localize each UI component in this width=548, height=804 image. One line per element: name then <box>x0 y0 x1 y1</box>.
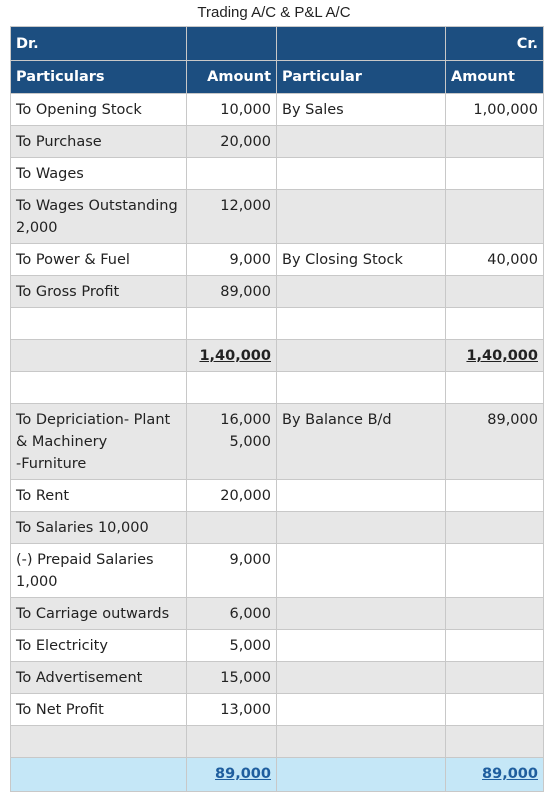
cell-amount-cr[interactable] <box>446 662 544 694</box>
cell-particulars-dr[interactable]: To Rent <box>11 480 187 512</box>
cell-amount-dr[interactable]: 10,000 <box>187 94 277 126</box>
column-header-amount-dr: Amount <box>187 61 277 94</box>
cell-particulars-cr[interactable]: By Balance B/d <box>277 404 446 480</box>
cell-amount-cr[interactable] <box>446 598 544 630</box>
table-row <box>11 404 544 480</box>
cell-particulars-dr[interactable]: To Wages Outstanding 2,000 <box>11 190 187 244</box>
cell-amount-dr[interactable]: 15,000 <box>187 662 277 694</box>
pl-total-row <box>11 758 544 792</box>
cell-amount-dr[interactable] <box>187 512 277 544</box>
cell-amount-cr[interactable] <box>446 276 544 308</box>
table-row <box>11 190 544 244</box>
cell-amount-dr[interactable]: 16,000 5,000 <box>187 404 277 480</box>
cell-amount-cr[interactable]: 89,000 <box>446 404 544 480</box>
table-row <box>11 512 544 544</box>
cell-particulars-dr[interactable]: To Wages <box>11 158 187 190</box>
pl-total-dr: 89,000 <box>215 766 271 782</box>
cell-amount-cr[interactable] <box>446 372 544 404</box>
trading-total-cr: 1,40,000 <box>466 348 538 364</box>
cell-amount-cr[interactable]: 1,00,000 <box>446 94 544 126</box>
cell-particulars-dr[interactable]: To Power & Fuel <box>11 244 187 276</box>
table-row <box>11 244 544 276</box>
cell-particulars-cr[interactable]: By Closing Stock <box>277 244 446 276</box>
table-row <box>11 480 544 512</box>
cell-amount-dr[interactable]: 5,000 <box>187 630 277 662</box>
cell-particulars-dr[interactable]: To Advertisement <box>11 662 187 694</box>
cell-particulars-dr[interactable]: To Salaries 10,000 <box>11 512 187 544</box>
column-header-particulars: Particulars <box>11 61 187 94</box>
cell-amount-dr[interactable]: 12,000 <box>187 190 277 244</box>
column-header-amount-cr: Amount <box>446 61 544 94</box>
table-row <box>11 94 544 126</box>
cell-particulars-dr[interactable] <box>11 372 187 404</box>
cell-particulars-cr[interactable] <box>277 126 446 158</box>
cell-amount-cr[interactable] <box>446 544 544 598</box>
cell-amount-cr[interactable] <box>446 694 544 726</box>
cell-particulars-dr[interactable] <box>11 726 187 758</box>
table-row <box>11 694 544 726</box>
cell-amount-dr[interactable] <box>187 372 277 404</box>
table-row <box>11 544 544 598</box>
cell-particulars-cr[interactable] <box>277 158 446 190</box>
cell-particulars-cr[interactable] <box>277 544 446 598</box>
cell-amount-dr[interactable]: 89,000 <box>187 276 277 308</box>
cell-amount-cr[interactable] <box>446 480 544 512</box>
cell-amount-cr[interactable] <box>446 308 544 340</box>
cell-particulars-cr[interactable] <box>277 694 446 726</box>
sheet-title: Trading A/C & P&L A/C <box>197 4 351 21</box>
cell-particulars-dr[interactable]: To Net Profit <box>11 694 187 726</box>
cell-particulars-dr[interactable]: To Purchase <box>11 126 187 158</box>
cell-amount-dr[interactable]: 13,000 <box>187 694 277 726</box>
header-row-columns <box>11 61 544 94</box>
cell-amount-cr[interactable]: 40,000 <box>446 244 544 276</box>
cell-particulars-cr[interactable] <box>277 480 446 512</box>
table-row <box>11 726 544 758</box>
cell-particulars-dr[interactable] <box>11 758 187 792</box>
cell-particulars-cr[interactable] <box>277 726 446 758</box>
cell-particulars-cr[interactable] <box>277 308 446 340</box>
dr-label: Dr. <box>11 27 187 61</box>
cell-particulars-cr[interactable] <box>277 512 446 544</box>
cell-amount-cr[interactable] <box>446 126 544 158</box>
cell-amount-dr[interactable] <box>187 158 277 190</box>
cell-amount-dr[interactable]: 20,000 <box>187 480 277 512</box>
table-row <box>11 372 544 404</box>
column-header-particular: Particular <box>277 61 446 94</box>
cell-amount-cr[interactable] <box>446 630 544 662</box>
cell-particulars-dr[interactable]: To Gross Profit <box>11 276 187 308</box>
cell-particulars-cr[interactable] <box>277 340 446 372</box>
table-row <box>11 126 544 158</box>
account-table <box>10 26 544 792</box>
cell-particulars-dr[interactable]: To Depriciation- Plant & Machinery -Furniture <box>11 404 187 480</box>
table-row <box>11 308 544 340</box>
cell-particulars-cr[interactable] <box>277 372 446 404</box>
cell-particulars-dr[interactable]: (-) Prepaid Salaries 1,000 <box>11 544 187 598</box>
pl-total-cr: 89,000 <box>482 766 538 782</box>
cell-amount-cr[interactable] <box>446 158 544 190</box>
cell-particulars-cr[interactable] <box>277 662 446 694</box>
header-row-dr-cr <box>11 27 544 61</box>
cell-particulars-dr[interactable]: To Electricity <box>11 630 187 662</box>
cell-particulars-cr[interactable]: By Sales <box>277 94 446 126</box>
cell-particulars-cr[interactable] <box>277 630 446 662</box>
cell-amount-dr[interactable]: 9,000 <box>187 244 277 276</box>
cell-amount-dr[interactable]: 9,000 <box>187 544 277 598</box>
cr-label: Cr. <box>446 27 544 61</box>
table-row <box>11 276 544 308</box>
trading-total-dr: 1,40,000 <box>199 348 271 364</box>
cell-amount-cr[interactable] <box>446 512 544 544</box>
cell-particulars-dr[interactable]: To Carriage outwards <box>11 598 187 630</box>
cell-particulars-cr[interactable] <box>277 758 446 792</box>
table-row <box>11 598 544 630</box>
trading-total-row <box>11 340 544 372</box>
cell-particulars-dr[interactable] <box>11 308 187 340</box>
cell-amount-dr[interactable]: 20,000 <box>187 126 277 158</box>
cell-amount-cr[interactable] <box>446 726 544 758</box>
cell-particulars-cr[interactable] <box>277 598 446 630</box>
cell-particulars-dr[interactable]: To Opening Stock <box>11 94 187 126</box>
cell-particulars-dr[interactable] <box>11 340 187 372</box>
cell-particulars-cr[interactable] <box>277 190 446 244</box>
cell-amount-dr[interactable] <box>187 726 277 758</box>
table-row <box>11 630 544 662</box>
table-row <box>11 158 544 190</box>
cell-amount-dr[interactable]: 6,000 <box>187 598 277 630</box>
cell-particulars-cr[interactable] <box>277 276 446 308</box>
cell-amount-cr[interactable] <box>446 190 544 244</box>
cell-amount-dr[interactable] <box>187 308 277 340</box>
table-row <box>11 662 544 694</box>
